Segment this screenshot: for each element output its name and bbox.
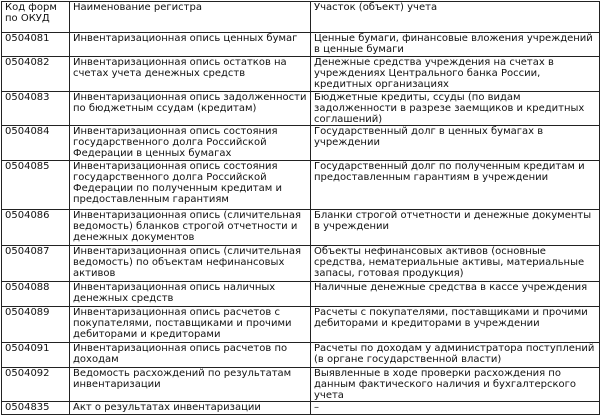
register-name-cell: Инвентаризационная опись остатков на счетах учета денежных средств (70, 57, 311, 92)
header-accounting-section: Участок (объект) учета (311, 2, 600, 33)
table-header-row (2, 2, 600, 33)
accounting-section-cell: Расчеты по доходам у администратора поступлений (в органе государственной власти) (311, 343, 600, 368)
okud-code-cell: 0504092 (2, 368, 70, 402)
accounting-section-cell: – (311, 402, 600, 415)
accounting-section-cell: Объекты нефинансовых активов (основные средства, нематериальные активы, материальные запасы, готовая продукция) (311, 246, 600, 282)
table-row (2, 92, 600, 126)
okud-code-cell: 0504081 (2, 33, 70, 57)
okud-code-cell: 0504087 (2, 246, 70, 282)
okud-code-cell: 0504835 (2, 402, 70, 415)
table-row (2, 368, 600, 402)
table-row (2, 246, 600, 282)
register-name-cell: Инвентаризационная опись состояния государственного долга Российской Федерации по полученным кредитам и предоставленным гарантиям (70, 161, 311, 210)
table-row (2, 210, 600, 246)
okud-code-cell: 0504089 (2, 307, 70, 343)
okud-code-cell: 0504085 (2, 161, 70, 210)
accounting-section-cell: Денежные средства учреждения на счетах в учреждениях Центрального банка России, кредитных организациях (311, 57, 600, 92)
register-name-cell: Акт о результатах инвентаризации (70, 402, 311, 415)
register-name-cell: Инвентаризационная опись наличных денежных средств (70, 282, 311, 307)
table-row (2, 402, 600, 415)
table-row (2, 307, 600, 343)
okud-code-cell: 0504091 (2, 343, 70, 368)
register-name-cell: Инвентаризационная опись (сличительная ведомость) по объектам нефинансовых активов (70, 246, 311, 282)
table-row (2, 33, 600, 57)
okud-code-cell: 0504084 (2, 126, 70, 161)
register-name-cell: Инвентаризационная опись расчетов с покупателями, поставщиками и прочими дебиторами и кредиторами (70, 307, 311, 343)
accounting-section-cell: Наличные денежные средства в кассе учреждения (311, 282, 600, 307)
inventory-registers-table (1, 1, 600, 415)
header-register-name: Наименование регистра (70, 2, 311, 33)
header-okud-code: Код форм по ОКУД (2, 2, 70, 33)
accounting-section-cell: Ценные бумаги, финансовые вложения учреждений в ценные бумаги (311, 33, 600, 57)
okud-code-cell: 0504083 (2, 92, 70, 126)
table-row (2, 126, 600, 161)
accounting-section-cell: Расчеты с покупателями, поставщиками и прочими дебиторами и кредиторами в учреждении (311, 307, 600, 343)
register-name-cell: Инвентаризационная опись расчетов по доходам (70, 343, 311, 368)
okud-code-cell: 0504088 (2, 282, 70, 307)
okud-code-cell: 0504086 (2, 210, 70, 246)
register-name-cell: Инвентаризационная опись ценных бумаг (70, 33, 311, 57)
register-name-cell: Ведомость расхождений по результатам инвентаризации (70, 368, 311, 402)
table-row (2, 282, 600, 307)
register-name-cell: Инвентаризационная опись состояния государственного долга Российской Федерации в ценных бумагах (70, 126, 311, 161)
accounting-section-cell: Выявленные в ходе проверки расхождения по данным фактического наличия и бухгалтерского учета (311, 368, 600, 402)
table-row (2, 57, 600, 92)
table-row (2, 343, 600, 368)
register-name-cell: Инвентаризационная опись задолженности по бюджетным ссудам (кредитам) (70, 92, 311, 126)
accounting-section-cell: Бланки строгой отчетности и денежные документы в учреждении (311, 210, 600, 246)
register-name-cell: Инвентаризационная опись (сличительная ведомость) бланков строгой отчетности и денежных документов (70, 210, 311, 246)
okud-code-cell: 0504082 (2, 57, 70, 92)
accounting-section-cell: Государственный долг по полученным кредитам и предоставленным гарантиям в учреждении (311, 161, 600, 210)
accounting-section-cell: Государственный долг в ценных бумагах в учреждении (311, 126, 600, 161)
accounting-section-cell: Бюджетные кредиты, ссуды (по видам задолженности в разрезе заемщиков и кредитных соглашений) (311, 92, 600, 126)
table-row (2, 161, 600, 210)
